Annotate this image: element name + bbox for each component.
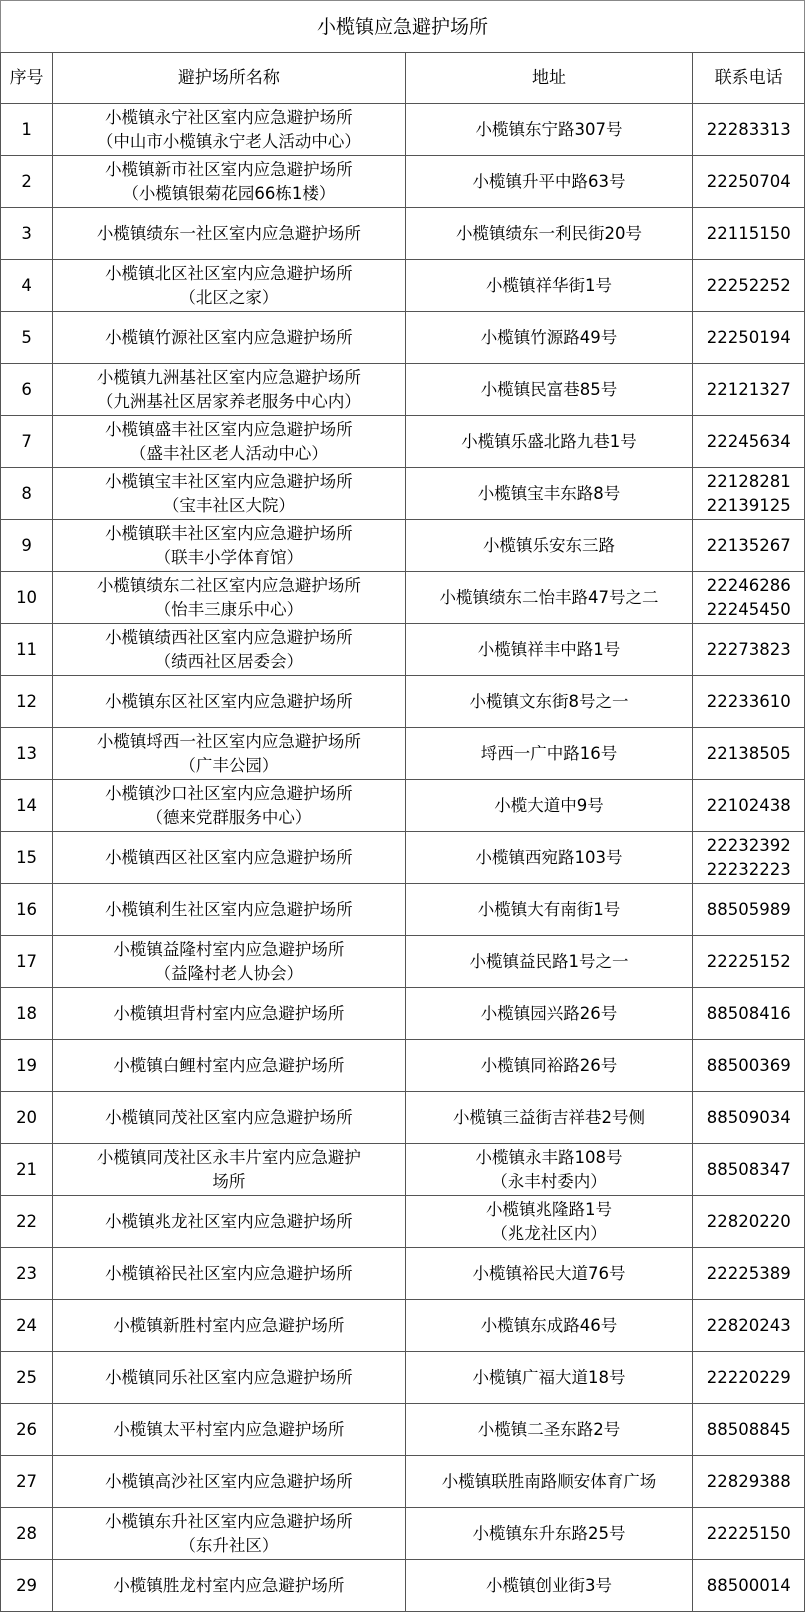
row-number: 26	[1, 1404, 53, 1456]
shelter-address-line: 小榄镇升平中路63号	[472, 171, 626, 191]
shelter-name	[53, 884, 405, 936]
shelter-address	[405, 572, 693, 624]
shelter-phone	[693, 1300, 805, 1352]
row-number: 28	[1, 1508, 53, 1560]
shelter-phone-line: 22225389	[706, 1263, 791, 1283]
table-row	[1, 1300, 805, 1352]
table-row	[1, 208, 805, 260]
table-row	[1, 780, 805, 832]
shelter-address	[405, 832, 693, 884]
shelter-phone-line: 88508416	[706, 1003, 791, 1023]
shelter-name-line: （北区之家）	[179, 287, 279, 307]
row-number: 25	[1, 1352, 53, 1404]
table-row	[1, 104, 805, 156]
shelter-phone-line: 22138505	[706, 743, 791, 763]
shelter-name	[53, 676, 405, 728]
shelter-phone	[693, 468, 805, 520]
shelter-name	[53, 1092, 405, 1144]
table-row	[1, 1352, 805, 1404]
shelter-name-line: （小榄镇银菊花园66栋1楼）	[122, 183, 336, 203]
shelter-phone	[693, 572, 805, 624]
shelter-phone-line: 22135267	[706, 535, 791, 555]
shelter-phone	[693, 1560, 805, 1612]
shelter-name-line: 小榄镇九洲基社区室内应急避护场所	[96, 367, 361, 387]
shelter-phone	[693, 884, 805, 936]
shelter-address-line: （兆龙社区内）	[491, 1223, 607, 1243]
shelter-name-line: （德来党群服务中心）	[146, 807, 312, 827]
shelter-name-line: （绩西社区居委会）	[154, 651, 304, 671]
shelter-name-line: 小榄镇新胜村室内应急避护场所	[113, 1315, 345, 1335]
shelter-address-line: 小榄镇大有南街1号	[477, 899, 621, 919]
shelter-name	[53, 780, 405, 832]
shelter-address	[405, 1404, 693, 1456]
shelter-address-line: 小榄镇乐盛北路九巷1号	[461, 431, 637, 451]
shelter-phone	[693, 1092, 805, 1144]
row-number: 18	[1, 988, 53, 1040]
shelter-phone-line: 22139125	[706, 495, 791, 515]
shelter-phone	[693, 832, 805, 884]
shelter-address-line: 小榄镇东成路46号	[480, 1315, 618, 1335]
shelter-phone-line: 22232392	[706, 835, 791, 855]
shelter-phone-line: 22829388	[706, 1471, 791, 1491]
shelter-table	[0, 52, 805, 1612]
shelter-phone-line: 22232223	[706, 859, 791, 879]
shelter-address-line: 小榄镇三益街吉祥巷2号侧	[452, 1107, 645, 1127]
shelter-name-line: 小榄镇同茂社区室内应急避护场所	[105, 1107, 353, 1127]
shelter-phone	[693, 1248, 805, 1300]
shelter-phone-line: 22273823	[706, 639, 791, 659]
shelter-address-line: 小榄镇祥丰中路1号	[477, 639, 621, 659]
shelter-name-line: （联丰小学体育馆）	[154, 547, 304, 567]
shelter-address	[405, 1144, 693, 1196]
table-row	[1, 1508, 805, 1560]
shelter-phone-line: 22102438	[706, 795, 791, 815]
table-row	[1, 1092, 805, 1144]
shelter-phone	[693, 676, 805, 728]
shelter-phone	[693, 1040, 805, 1092]
shelter-address-line: 小榄镇东宁路307号	[475, 119, 623, 139]
shelter-phone-line: 88508347	[706, 1159, 791, 1179]
shelter-name	[53, 468, 405, 520]
shelter-address	[405, 468, 693, 520]
shelter-address	[405, 416, 693, 468]
shelter-phone	[693, 156, 805, 208]
shelter-phone	[693, 104, 805, 156]
shelter-name-line: （中山市小榄镇永宁老人活动中心）	[96, 131, 361, 151]
shelter-address-line: 小榄镇东升东路25号	[472, 1523, 626, 1543]
shelter-name	[53, 520, 405, 572]
table-row	[1, 1144, 805, 1196]
shelter-name-line: 小榄镇竹源社区室内应急避护场所	[105, 327, 353, 347]
shelter-phone-line: 22245634	[706, 431, 791, 451]
shelter-address	[405, 1040, 693, 1092]
row-number: 13	[1, 728, 53, 780]
shelter-address	[405, 884, 693, 936]
table-row	[1, 312, 805, 364]
shelter-name-line: 小榄镇沙口社区室内应急避护场所	[105, 783, 353, 803]
shelter-phone-line: 22128281	[706, 471, 791, 491]
shelter-name	[53, 1248, 405, 1300]
column-header-address: 地址	[405, 53, 693, 104]
table-row	[1, 1404, 805, 1456]
shelter-address	[405, 624, 693, 676]
shelter-address	[405, 1092, 693, 1144]
shelter-phone-line: 22246286	[706, 575, 791, 595]
shelter-name-line: 小榄镇裕民社区室内应急避护场所	[105, 1263, 353, 1283]
shelter-address-line: 小榄镇裕民大道76号	[472, 1263, 626, 1283]
row-number: 15	[1, 832, 53, 884]
shelter-name	[53, 1508, 405, 1560]
shelter-address-line: 小榄镇创业街3号	[485, 1575, 612, 1595]
shelter-name-line: 小榄镇盛丰社区室内应急避护场所	[105, 419, 353, 439]
shelter-name-line: 小榄镇宝丰社区室内应急避护场所	[105, 471, 353, 491]
shelter-phone-line: 88509034	[706, 1107, 791, 1127]
table-row	[1, 1040, 805, 1092]
shelter-address	[405, 780, 693, 832]
shelter-address	[405, 936, 693, 988]
shelter-address-line: 小榄镇祥华街1号	[485, 275, 612, 295]
table-row	[1, 156, 805, 208]
shelter-name	[53, 208, 405, 260]
shelter-phone-line: 88500369	[706, 1055, 791, 1075]
shelter-name-line: 小榄镇绩东二社区室内应急避护场所	[96, 575, 361, 595]
shelter-name	[53, 364, 405, 416]
row-number: 6	[1, 364, 53, 416]
shelter-address-line: 小榄镇联胜南路顺安体育广场	[441, 1471, 657, 1491]
shelter-name	[53, 1196, 405, 1248]
shelter-address-line: 小榄镇永丰路108号	[475, 1147, 623, 1167]
row-number: 24	[1, 1300, 53, 1352]
shelter-phone-line: 22820220	[706, 1211, 791, 1231]
shelter-name	[53, 104, 405, 156]
shelter-name-line: 小榄镇东区社区室内应急避护场所	[105, 691, 353, 711]
shelter-phone	[693, 728, 805, 780]
shelter-phone-line: 22121327	[706, 379, 791, 399]
shelter-phone-line: 22225150	[706, 1523, 791, 1543]
shelter-address-line: 小榄大道中9号	[494, 795, 604, 815]
shelter-phone	[693, 1352, 805, 1404]
shelter-phone	[693, 1144, 805, 1196]
shelter-address-line: 小榄镇绩东二怡丰路47号之二	[439, 587, 659, 607]
shelter-phone-line: 22245450	[706, 599, 791, 619]
shelter-address	[405, 1352, 693, 1404]
shelter-address	[405, 728, 693, 780]
table-row	[1, 624, 805, 676]
shelter-address	[405, 312, 693, 364]
shelter-address	[405, 208, 693, 260]
shelter-phone	[693, 312, 805, 364]
row-number: 3	[1, 208, 53, 260]
shelter-phone	[693, 780, 805, 832]
shelter-name	[53, 572, 405, 624]
shelter-address-line: 小榄镇宝丰东路8号	[477, 483, 621, 503]
shelter-phone-line: 22250194	[706, 327, 791, 347]
shelter-name	[53, 728, 405, 780]
shelter-address-line: 小榄镇二圣东路2号	[477, 1419, 621, 1439]
shelter-name-line: 小榄镇利生社区室内应急避护场所	[105, 899, 353, 919]
shelter-address	[405, 1508, 693, 1560]
shelter-name	[53, 936, 405, 988]
shelter-name	[53, 1560, 405, 1612]
shelter-name-line: 小榄镇永宁社区室内应急避护场所	[105, 107, 353, 127]
shelter-name	[53, 156, 405, 208]
column-header-phone: 联系电话	[693, 53, 805, 104]
table-row	[1, 884, 805, 936]
page-title: 小榄镇应急避护场所	[0, 0, 805, 53]
row-number: 23	[1, 1248, 53, 1300]
shelter-name-line: 小榄镇坦背村室内应急避护场所	[113, 1003, 345, 1023]
row-number: 7	[1, 416, 53, 468]
table-row	[1, 936, 805, 988]
shelter-name-line: 小榄镇绩西社区室内应急避护场所	[105, 627, 353, 647]
shelter-name-line: （九洲基社区居家养老服务中心内）	[96, 391, 361, 411]
shelter-address-line: 小榄镇同裕路26号	[480, 1055, 618, 1075]
shelter-phone-line: 22220229	[706, 1367, 791, 1387]
shelter-address-line: 小榄镇园兴路26号	[480, 1003, 618, 1023]
shelter-name-line: （益隆村老人协会）	[154, 963, 304, 983]
table-row	[1, 1560, 805, 1612]
table-row	[1, 676, 805, 728]
shelter-address	[405, 260, 693, 312]
shelter-phone	[693, 1456, 805, 1508]
shelter-name-line: 小榄镇绩东一社区室内应急避护场所	[96, 223, 361, 243]
shelter-phone	[693, 1508, 805, 1560]
shelter-address	[405, 988, 693, 1040]
column-header-name: 避护场所名称	[53, 53, 405, 104]
shelter-name	[53, 988, 405, 1040]
table-row	[1, 728, 805, 780]
shelter-name	[53, 1352, 405, 1404]
shelter-name-line: 小榄镇北区社区室内应急避护场所	[105, 263, 353, 283]
row-number: 12	[1, 676, 53, 728]
shelter-name-line: （怡丰三康乐中心）	[154, 599, 304, 619]
row-number: 16	[1, 884, 53, 936]
shelter-phone	[693, 520, 805, 572]
shelter-address	[405, 1456, 693, 1508]
shelter-name-line: 小榄镇埒西一社区室内应急避护场所	[96, 731, 361, 751]
shelter-name-line: （东升社区）	[179, 1535, 279, 1555]
shelter-name	[53, 832, 405, 884]
table-row	[1, 572, 805, 624]
shelter-address-line: 埒西一广中路16号	[480, 743, 618, 763]
shelter-name-line: 小榄镇同茂社区永丰片室内应急避护	[96, 1147, 361, 1167]
shelter-phone-line: 22252252	[706, 275, 791, 295]
row-number: 2	[1, 156, 53, 208]
row-number: 4	[1, 260, 53, 312]
shelter-phone-line: 88508845	[706, 1419, 791, 1439]
table-row	[1, 1248, 805, 1300]
shelter-address-line: 小榄镇广福大道18号	[472, 1367, 626, 1387]
row-number: 11	[1, 624, 53, 676]
shelter-name	[53, 624, 405, 676]
table-row	[1, 1196, 805, 1248]
shelter-name-line: 小榄镇同乐社区室内应急避护场所	[105, 1367, 353, 1387]
shelter-phone	[693, 416, 805, 468]
shelter-name-line: （宝丰社区大院）	[162, 495, 295, 515]
shelter-name-line: （盛丰社区老人活动中心）	[129, 443, 328, 463]
table-row	[1, 988, 805, 1040]
shelter-name-line: 小榄镇高沙社区室内应急避护场所	[105, 1471, 353, 1491]
row-number: 1	[1, 104, 53, 156]
row-number: 29	[1, 1560, 53, 1612]
shelter-name	[53, 1404, 405, 1456]
shelter-address	[405, 1248, 693, 1300]
shelter-name-line: 小榄镇新市社区室内应急避护场所	[105, 159, 353, 179]
shelter-phone	[693, 364, 805, 416]
shelter-phone	[693, 624, 805, 676]
shelter-name	[53, 416, 405, 468]
shelter-name-line: （广丰公园）	[179, 755, 279, 775]
shelter-name	[53, 1456, 405, 1508]
shelter-address-line: 小榄镇民富巷85号	[480, 379, 618, 399]
shelter-phone-line: 22283313	[706, 119, 791, 139]
shelter-phone-line: 22225152	[706, 951, 791, 971]
shelter-phone-line: 88500014	[706, 1575, 791, 1595]
row-number: 27	[1, 1456, 53, 1508]
shelter-address	[405, 364, 693, 416]
shelter-address	[405, 1300, 693, 1352]
shelter-address-line: 小榄镇兆隆路1号	[485, 1199, 612, 1219]
shelter-phone	[693, 208, 805, 260]
shelter-phone	[693, 988, 805, 1040]
shelter-name-line: 场所	[212, 1171, 246, 1191]
shelter-address-line: 小榄镇绩东一利民街20号	[455, 223, 642, 243]
table-row	[1, 1456, 805, 1508]
table-row	[1, 520, 805, 572]
row-number: 20	[1, 1092, 53, 1144]
shelter-address	[405, 1196, 693, 1248]
shelter-address	[405, 676, 693, 728]
shelter-name-line: 小榄镇兆龙社区室内应急避护场所	[105, 1211, 353, 1231]
shelter-name-line: 小榄镇益隆村室内应急避护场所	[113, 939, 345, 959]
shelter-name	[53, 312, 405, 364]
shelter-phone-line: 22115150	[706, 223, 791, 243]
column-header-number: 序号	[1, 53, 53, 104]
shelter-address-line: 小榄镇益民路1号之一	[469, 951, 629, 971]
shelter-address-line: 小榄镇乐安东三路	[482, 535, 615, 555]
row-number: 8	[1, 468, 53, 520]
shelter-name-line: 小榄镇东升社区室内应急避护场所	[105, 1511, 353, 1531]
table-header-row	[1, 53, 805, 104]
shelter-name	[53, 260, 405, 312]
shelter-phone-line: 22820243	[706, 1315, 791, 1335]
shelter-phone-line: 88505989	[706, 899, 791, 919]
table-row	[1, 468, 805, 520]
shelter-name-line: 小榄镇西区社区室内应急避护场所	[105, 847, 353, 867]
row-number: 19	[1, 1040, 53, 1092]
shelter-phone	[693, 1404, 805, 1456]
shelter-address-line: 小榄镇西宛路103号	[475, 847, 623, 867]
table-body	[1, 104, 805, 1612]
shelter-phone	[693, 936, 805, 988]
row-number: 14	[1, 780, 53, 832]
shelter-name	[53, 1144, 405, 1196]
shelter-address	[405, 104, 693, 156]
shelter-address	[405, 1560, 693, 1612]
shelter-address-line: 小榄镇文东街8号之一	[469, 691, 629, 711]
shelter-address-line: （永丰村委内）	[491, 1171, 607, 1191]
row-number: 21	[1, 1144, 53, 1196]
row-number: 5	[1, 312, 53, 364]
shelter-phone-line: 22250704	[706, 171, 791, 191]
row-number: 17	[1, 936, 53, 988]
shelter-phone	[693, 1196, 805, 1248]
shelter-name	[53, 1040, 405, 1092]
table-row	[1, 260, 805, 312]
table-row	[1, 364, 805, 416]
shelter-address	[405, 156, 693, 208]
shelter-address-line: 小榄镇竹源路49号	[480, 327, 618, 347]
shelter-name	[53, 1300, 405, 1352]
row-number: 9	[1, 520, 53, 572]
shelter-name-line: 小榄镇联丰社区室内应急避护场所	[105, 523, 353, 543]
shelter-phone-line: 22233610	[706, 691, 791, 711]
row-number: 22	[1, 1196, 53, 1248]
shelter-name-line: 小榄镇胜龙村室内应急避护场所	[113, 1575, 345, 1595]
shelter-address	[405, 520, 693, 572]
table-row	[1, 832, 805, 884]
shelter-name-line: 小榄镇太平村室内应急避护场所	[113, 1419, 345, 1439]
shelter-phone	[693, 260, 805, 312]
row-number: 10	[1, 572, 53, 624]
table-row	[1, 416, 805, 468]
shelter-name-line: 小榄镇白鲤村室内应急避护场所	[113, 1055, 345, 1075]
